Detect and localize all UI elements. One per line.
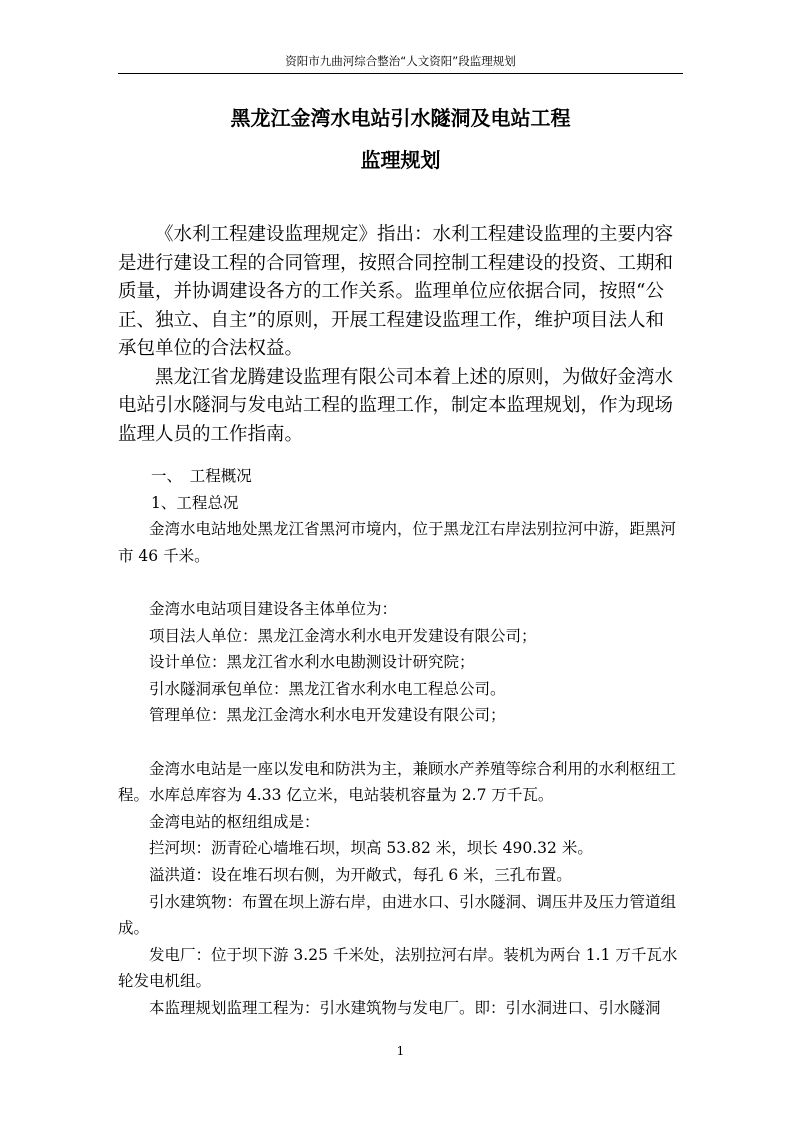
intro-paragraph-1: 《水利工程建设监理规定》指出：水利工程建设监理的主要内容是进行建设工程的合同管理，按照合同控制工程建设的投资、工期和质量，并协调建设各方的工作关系。监理单位应依据合同，按照“公正、独立、自主”的原则，开展工程建设监理工作，维护项目法人和承包单位的合法权益。 — [118, 224, 674, 359]
dam-item: 拦河坝：沥青砼心墙堆石坝，坝高 53.82 米，坝长 490.32 米。 — [149, 839, 593, 858]
document-subtitle: 监理规划 — [360, 148, 441, 172]
unit-management: 管理单位：黑龙江金湾水利水电开发建设有限公司； — [149, 706, 506, 725]
header-rule — [118, 73, 683, 74]
location-paragraph: 金湾水电站地处黑龙江省黑河市境内，位于黑龙江右岸法别拉河中游，距黑河市 46 千米。 — [118, 520, 677, 565]
project-overview-section — [118, 463, 678, 1021]
section-heading: 一、 工程概况 — [151, 467, 252, 485]
unit-contractor: 引水隧洞承包单位：黑龙江省水利水电工程总公司。 — [149, 679, 506, 698]
powerhouse-item: 发电厂：位于坝下游 3.25 千米处，法别拉河右岸。装机为两台 1.1 万千瓦水轮发电机组。 — [118, 945, 678, 991]
hub-intro: 金湾电站的枢纽组成是： — [149, 812, 320, 831]
subsection-heading: 1、工程总况 — [151, 493, 239, 512]
unit-design: 设计单位：黑龙江省水利水电勘测设计研究院； — [149, 653, 475, 672]
intro-section — [118, 221, 678, 449]
spacer — [118, 569, 678, 596]
document-title: 黑龙江金湾水电站引水隧洞及电站工程 — [230, 106, 571, 130]
intro-paragraph-2: 黑龙江省龙腾建设监理有限公司本着上述的原则，为做好金湾水电站引水隧洞与发电站工程的监理工作，制定本监理规划，作为现场监理人员的工作指南。 — [118, 366, 674, 445]
unit-owner: 项目法人单位：黑龙江金湾水利水电开发建设有限公司； — [149, 626, 537, 645]
spillway-item: 溢洪道：设在堆石坝右侧，为开敞式，每孔 6 米，三孔布置。 — [149, 865, 572, 884]
page-number: 1 — [396, 1044, 405, 1058]
scope-paragraph: 本监理规划监理工程为：引水建筑物与发电厂。即：引水洞进口、引水隧洞 — [149, 998, 661, 1017]
units-intro: 金湾水电站项目建设各主体单位为： — [149, 599, 398, 618]
spacer — [118, 729, 678, 756]
diversion-item: 引水建筑物：布置在坝上游右岸，由进水口、引水隧洞、调压井及压力管道组成。 — [118, 892, 677, 938]
page-header: 资阳市九曲河综合整治“人文资阳”段监理规划 — [285, 54, 516, 68]
overview-paragraph: 金湾水电站是一座以发电和防洪为主，兼顾水产养殖等综合利用的水利枢纽工程。水库总库容为 4.33 亿立米，电站装机容量为 2.7 万千瓦。 — [118, 759, 677, 805]
